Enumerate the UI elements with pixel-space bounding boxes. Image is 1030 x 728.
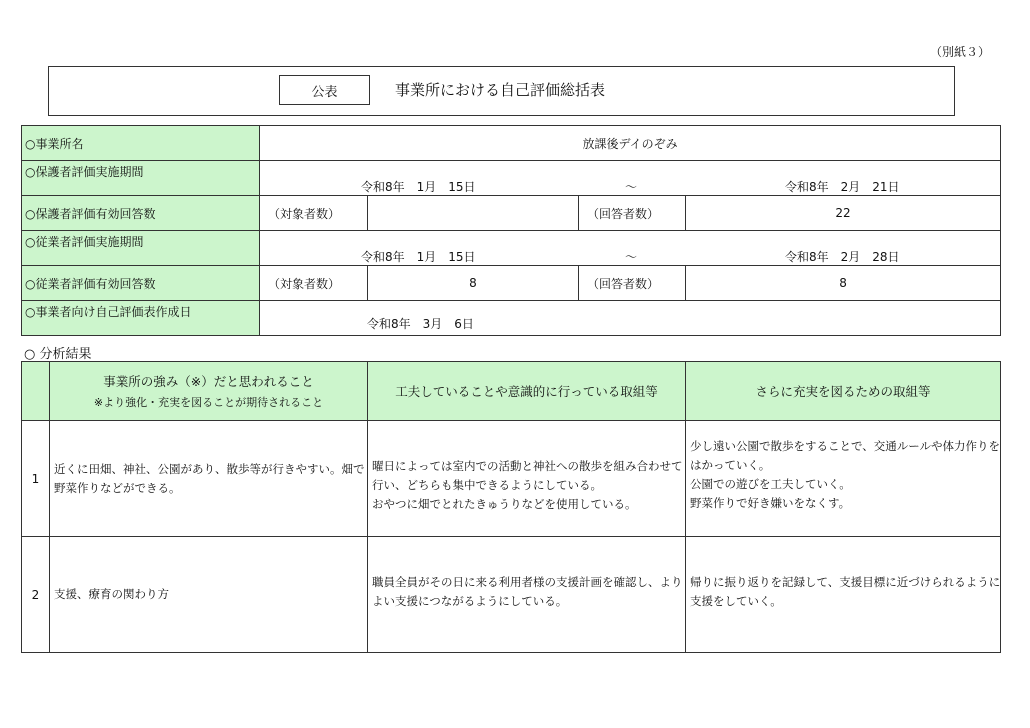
- created-date-value: 令和8年 3月 6日: [367, 317, 474, 331]
- staff-period: [260, 231, 1001, 266]
- row-number: 1: [22, 421, 50, 537]
- office-name-value: 放課後デイのぞみ: [260, 126, 1001, 161]
- effort-line: 職員全員がその日に来る利用者様の支援計画を確認し、より: [372, 575, 683, 589]
- analysis-section-title: ○ 分析結果: [24, 347, 92, 362]
- guardian-period-label: ○保護者評価実施期間: [22, 161, 260, 196]
- improve-line: 野菜作りで好き嫌いをなくす。: [690, 496, 851, 510]
- improve-line: 少し遠い公園で散歩をすることで、交通ルールや体力作りを: [690, 439, 1001, 453]
- staff-respondent-label: （回答者数）: [579, 266, 686, 301]
- title-box: [48, 66, 955, 116]
- staff-target-label: （対象者数）: [260, 266, 368, 301]
- col-strength-header: [50, 362, 368, 421]
- staff-period-end: 令和8年 2月 28日: [785, 250, 900, 264]
- effort-line: よい支援につながるようにしている。: [372, 594, 568, 608]
- guardian-target-label: （対象者数）: [260, 196, 368, 231]
- staff-period-label: ○従業者評価実施期間: [22, 231, 260, 266]
- improve-line: 支援をしていく。: [690, 594, 782, 608]
- strength-line: 支援、療育の関わり方: [54, 587, 169, 601]
- col-improve-header: さらに充実を図るための取組等: [686, 362, 1001, 421]
- improve-cell: [686, 421, 1001, 537]
- strength-cell: [50, 537, 368, 653]
- guardian-period-sep: ～: [625, 180, 638, 194]
- col-strength-title: 事業所の強み（※）だと思われること: [103, 374, 314, 389]
- staff-resp-value: 8: [686, 266, 1001, 301]
- office-name-label: ○事業所名: [22, 126, 260, 161]
- guardian-period-start: 令和8年 1月 15日: [361, 180, 476, 194]
- improve-line: 公園での遊びを工夫していく。: [690, 477, 851, 491]
- guardian-resp-value: 22: [686, 196, 1001, 231]
- guardian-target-value: [368, 196, 579, 231]
- created-date: [260, 301, 1001, 336]
- created-date-label: ○事業者向け自己評価表作成日: [22, 301, 260, 336]
- improve-cell: [686, 537, 1001, 653]
- staff-period-sep: ～: [625, 250, 638, 264]
- improve-line: はかっていく。: [690, 458, 771, 472]
- guardian-period-end: 令和8年 2月 21日: [785, 180, 900, 194]
- strength-line: 近くに田畑、神社、公園があり、散歩等が行きやすい。畑で: [54, 461, 365, 476]
- row-number: 2: [22, 537, 50, 653]
- annex-label: （別紙３）: [929, 45, 990, 59]
- staff-resp-label: ○従業者評価有効回答数: [22, 266, 260, 301]
- table-row: [22, 537, 1001, 653]
- col-effort-header: 工夫していることや意識的に行っている取組等: [368, 362, 686, 421]
- table-row: [22, 421, 1001, 537]
- effort-cell: [368, 537, 686, 653]
- office-info-table: [21, 125, 1001, 336]
- guardian-respondent-label: （回答者数）: [579, 196, 686, 231]
- guardian-resp-label: ○保護者評価有効回答数: [22, 196, 260, 231]
- col-strength-subtitle: ※より強化・充実を図ることが期待されること: [93, 396, 324, 409]
- effort-cell: [368, 421, 686, 537]
- strength-line: 野菜作りなどができる。: [54, 480, 181, 495]
- strength-cell: [50, 421, 368, 537]
- page-title: 事業所における自己評価総括表: [395, 81, 606, 99]
- effort-line: 行い、どちらも集中できるようにしている。: [372, 478, 602, 492]
- improve-line: 帰りに振り返りを記録して、支援目標に近づけられるように: [690, 575, 1001, 589]
- analysis-table: [21, 361, 1001, 653]
- guardian-period: [260, 161, 1001, 196]
- effort-line: 曜日によっては室内での活動と神社への散歩を組み合わせて: [372, 459, 683, 473]
- analysis-corner: [22, 362, 50, 421]
- effort-line: おやつに畑でとれたきゅうりなどを使用している。: [372, 497, 637, 511]
- public-badge: 公表: [279, 75, 370, 105]
- staff-target-value: 8: [368, 266, 579, 301]
- staff-period-start: 令和8年 1月 15日: [361, 250, 476, 264]
